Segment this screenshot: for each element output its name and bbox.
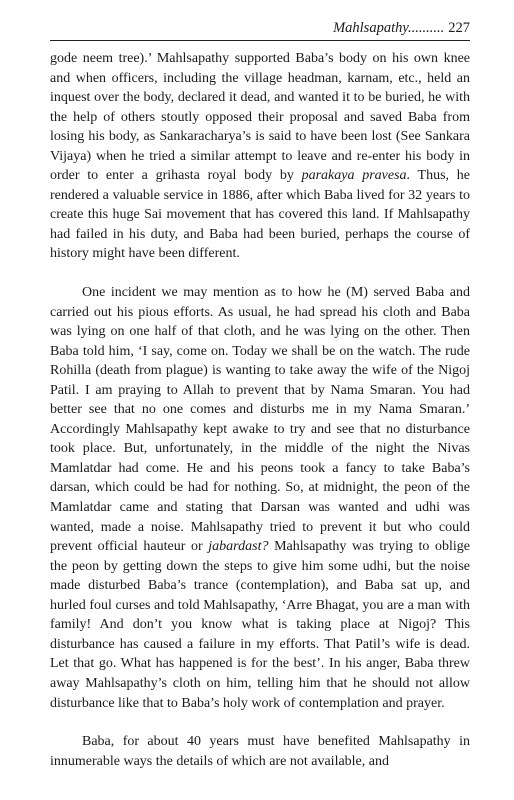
paragraph-1-part-2: . Thus, he rendered a valuable service in 1886, after which Baba lived for 32 years to create this huge Sai movement that has covered this land. If Mahlsapathy had failed in his duty, and Baba had been buried, perhaps the course of history might have been different.	[50, 168, 470, 262]
paragraph-2	[50, 283, 470, 713]
body-text	[50, 49, 470, 771]
paragraph-1-part-1: gode neem tree).’ Mahlsapathy supported Baba’s body on his own knee and when officers, including the village headman, karnam, etc., held an inquest over the body, declared it dead, and wanted it to be buried, he with the help of others stoutly opposed their proposal and saved Baba from losing his body, as Sankaracharya’s is said to have been lost (See Sankara Vijaya) when he tried a similar attempt to leave and re-enter his body in order to enter a grihasta royal body by	[50, 51, 470, 184]
paragraph-1	[50, 49, 470, 264]
paragraph-2-part-2: Mahlsapathy was trying to oblige the peon by getting down the steps to give him some udhi, but the noise made disturbed Baba’s trance (contemplation), and Baba sat up, and hurled foul curses and told Mahlsapathy, ‘Arre Bhagat, you are a man with family! And don’t you know what is taking place at Nigoj? This disturbance has caused a failure in my efforts. That Patil’s wife is dead. Let that go. What has happened is for the best’. In his anger, Baba threw away Mahlsapathy’s cloth on him, telling him that he should not allow disturbance like that to Baba’s holy work of contemplation and prayer.	[50, 539, 470, 711]
paragraph-2-part-1: One incident we may mention as to how he (M) served Baba and carried out his pious efforts. As usual, he had spread his cloth and Baba was lying on one half of that cloth, and he was lying on the other. Then Baba told him, ‘I say, come on. Today we shall be on the watch. The rude Rohilla (death from plague) is wanting to take away the wife of the Nigoj Patil. I am praying to Allah to prevent that by Nama Smaran. You had better see that no one comes and disturbs me in my Nama Smaran.’ Accordingly Mahlsapathy kept awake to try and see that no disturbance took place. But, unfortunately, in the middle of the night the Nivas Mamlatdar had come. He and his peons took a fancy to take Baba’s darsan, which could be had for nothing. So, at midnight, the peon of the Mamlatdar came and stating that Darsan was wanted and udhi was wanted, made a noise. Mahlsapathy tried to prevent it but who could prevent official hauteur or	[50, 285, 470, 555]
paragraph-3: Baba, for about 40 years must have benefited Mahlsapathy in innumerable ways the details of which are not available, and	[50, 734, 470, 769]
paragraph-2-italic-term: jabardast?	[208, 539, 269, 555]
running-title: Mahlsapathy..........	[333, 20, 445, 36]
page-number: 227	[448, 20, 470, 36]
running-header	[50, 18, 470, 41]
paragraph-1-italic-term: parakaya pravesa	[301, 168, 407, 184]
